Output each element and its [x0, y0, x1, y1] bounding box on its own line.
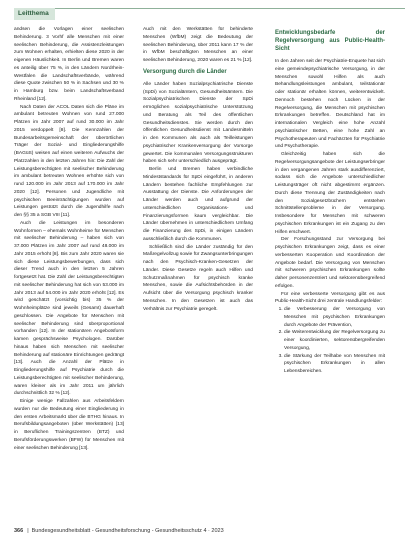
section-heading: Versorgung durch die Länder — [143, 68, 227, 75]
paragraph: andsen die Vorlagen einer seelischen Behinderung. 3 Vorhf alle Menschen mit einer seelischen Behinderung, die Assistenzleistungen zum Wohnen erhalten, erhielten diese 2020 in der eigenen Häuslichkeit. In Berlin und Bremen waren es anteilig über 75 %, in den Ländern Nordrhein-Westfalen die Landschaftsverbände, während diese Quote zwischen 50 % in Sachsen und 30 % in Hamburg bzw. beim Landschaftsverband Rheinland [12]. — [14, 27, 124, 102]
paragraph: Alle Länder haben Sozialpsychiatrische Dienste (SpDi) von Sozialämtern, Gesundheitsämtern. Die Sozialpsychiatrischen Dienste der SpDi ermöglichen sozialpsychiatrische Unterstützung und Beratung als Teil des öffentlichen Gesundheitsdienstes. Sie werden durch den öffentlichen Gesundheitsdienst mit Landesmitteln in den Kommunen als auch als Teilleistungen psychiatrischer Krankenversorgung der Vorsorge gewertet. Die kommunalen Versorgungsstrukturen haben sich sehr unterschiedlich ausgeprägt. — [143, 81, 253, 165]
journal-citation: Bundesgesundheitsblatt - Gesundheitsforschung - Gesundheitsschutz 4 · 2023 — [31, 528, 224, 534]
list-item: 2. die Weiterentwicklung der Regelversorgung zu einer koordinierten, sektorenübergreifenden Versorgung, — [284, 329, 385, 352]
header-rule — [14, 8, 405, 19]
section-heading: Entwicklungsbedarfe der Regelversorgung aus Public-Health-Sicht — [275, 30, 385, 52]
column-middle — [143, 26, 253, 313]
paragraph: Der Forschungsstand zur Versorgung bei psychischen Erkrankungen zeigt, dass es einer verbesserten Kooperation und Koordination der Angebote bedarf. Die Versorgung von Menschen mit schweren psychischen Erkrankungen sollte daher personenzentriert und sektorenübergreifend erfolgen. — [275, 237, 385, 289]
column-left — [14, 26, 124, 452]
page-number: 366 — [14, 528, 24, 534]
paragraph: In den Jahren seit der Psychiatrie-Enquete hat sich eine gemeindepsychiatrische Versorgung, in der Menschen sowohl Hilfen als auch Behandlungsleistungen ambulant, teilstationär oder stationär erhalten können, weiterentwickelt. Dennoch bestehen noch Lücken in der Regelversorgung, die Menschen mit psychischen Erkrankungen betreffen. Deutschland hat im internationalen Vergleich eine hohe Anzahl psychiatrischer Betten, eine hohe Zahl an Psychotherapeuten und Fachärzten für Psychiatrie und Psychotherapie. — [275, 59, 385, 150]
footer-separator: | — [27, 528, 29, 534]
column-right — [275, 26, 385, 376]
paragraph: Auch mit den Werkstätten für behinderte Menschen (WfbM) zeigt die Bedeutung der seelischen Behinderung, über 2011 kann 17 % der in WfbM beschäftigten Menschen an einer seelischen Behinderung, 2020 waren es 21 % [12]. — [143, 27, 253, 63]
list-item: 1. die Verbesserung der Versorgung von Menschen mit psychischen Erkrankungen durch Angebote der Prävention, — [284, 306, 385, 329]
paragraph: Auch die Leistungen im besonderen Wohnformen – ehemals Wohnheime für Menschen mit seelischer Behinderung – haben sich von 37.000 Plätzen im Jahr 2007 auf rund 48.000 im Jahr 2015 erhöht [8]. Bis zum Jahr 2020 waren sie sich diese Leistungsbewerbungen, dass sich dieser Trend auch in den letzten 5 Jahren fortgesetzt hat. Die Zahl der Leistungsberechtigten mit seelischer Behinderung hat sich von 53.000 im Jahr 2013 auf 54.000 im Jahr 2020 erhöht [12]. Es wird geschätzt (vorsichtig bis) 35 % der Wohnheimplätze sind jeweils (Gesamt) dauerhaft geschlossen. Die Angebote für Menschen mit seelischer Behinderung sind überproportional vorhanden [12]. In der stationären Angebotsform kamen gesprächsweise Psychologen. Darüber hinaus haben sich Menschen mit seelischer Behinderung auf stationäre Einrichtungen gedrängt [13]. Auch die Anzahl der Plätze in Eingliederungshilfe auf Psychiatrie durch die Leistungsberechtigten mit seelischer Behinderung, waren kleiner als im Jahr 2011 um jährlich durchschnittlich 32 % [12]. — [14, 220, 124, 397]
paragraph: Gleichzeitig haben sich die Regelversorgungsangebote der Leistungserbringer in den vergangenen Jahren stark ausdifferenziert, sodass sich die Angebote unterschiedlicher Leistungsträger oft nicht abgestimmt ergänzen. Durch diese Trennung der Zuständigkeiten nach den Sozialgesetzbüchern entstehen Schnittstellenprobleme in der Versorgung. Insbesondere für Menschen mit schweren psychischen Erkrankungen ist ein Zugang zu den Hilfen erschwert. — [275, 152, 385, 235]
paragraph: Nach Daten der ACOL Daten sich die Pläne im ambulant betreuten Wohnen von rund 27.000 Plätzen im Jahr 2007 auf rund 30.000 im Jahr 2015 verdoppelt [8]. Die Kennzahlen der Bundesarbeitsgemeinschaft der überörtlichen Träger der Sozial- und Eingliederungshilfe (BAGüS) weisen auf einen weiteren Aufwuchs der Platzzahlen in den letzten Jahren hin: Die Zahl der Leistungsberechtigten mit seelischer Behinderung im ambulant betreuten Wohnen erhöhte sich von rund 120.000 im Jahr 2013 auf 170.000 im Jahr 2020 [12]. Personen und Jugendliche mit psychischen Beeinträchtigungen wurden auf Leistungen gestützt durch die Jugendhilfe nach den §§ 35 a SGB VIII [11]. — [14, 104, 124, 218]
paragraph: Schließlich sind die Länder zuständig für den Maßregelvollzug sowie für Zwangsunterbringungen nach den Psychisch-Kranken-Gesetzen der Länder. Diese Gesetze regeln auch Hilfen und Schutzmaßnahmen für psychisch kranke Menschen, sowie die Aufsichtsbehörden in der Aufsicht über die Versorgung psychisch kranker Menschen. In den Gesetzen ist auch das Verhältnis zur Psychiatrie geregelt. — [143, 244, 253, 312]
paragraph: Für eine verbesserte Versorgung gibt es aus Public-Health-Sicht drei zentrale Handlungsfelder: — [275, 291, 385, 305]
page-footer — [14, 527, 224, 535]
section-tag: Leitthema — [14, 8, 55, 20]
paragraph: Einige wenige Fallzahlen aus Arbeitsfeldern wurden nur die Bedeutung einer Eingliederung in den ersten Arbeitsmarkt über die BTHG hinaus. In Berufsbildungsangeboten (über Werkstätten) [13] in Beruflichen Trainingszentren (BTZ) und Berufsförderungswerken (BFW) für Menschen mit einer seelischen Behinderung [13]. — [14, 399, 124, 451]
paragraph: Berlin und Bremen haben verbindliche Mindeststandards für SpDi eingeführt, in anderen Ländern bestehen fachliche Empfehlungen zur Ausstattung der Dienste. Die Anforderungen der Länder werden auch und aufgrund der unterschiedlichen Organisations- und Finanzierungsformen kaum vergleichbar. Die Länder übernehmen in unterschiedlichem Umfang die Finanzierung des SpDi, in einigen Ländern ausschließlich durch die Kommunen. — [143, 167, 253, 242]
numbered-list — [275, 306, 385, 376]
list-item: 3. die Stärkung der Teilhabe von Menschen mit psychischen Erkrankungen in allen Lebensbereichen. — [284, 353, 385, 376]
